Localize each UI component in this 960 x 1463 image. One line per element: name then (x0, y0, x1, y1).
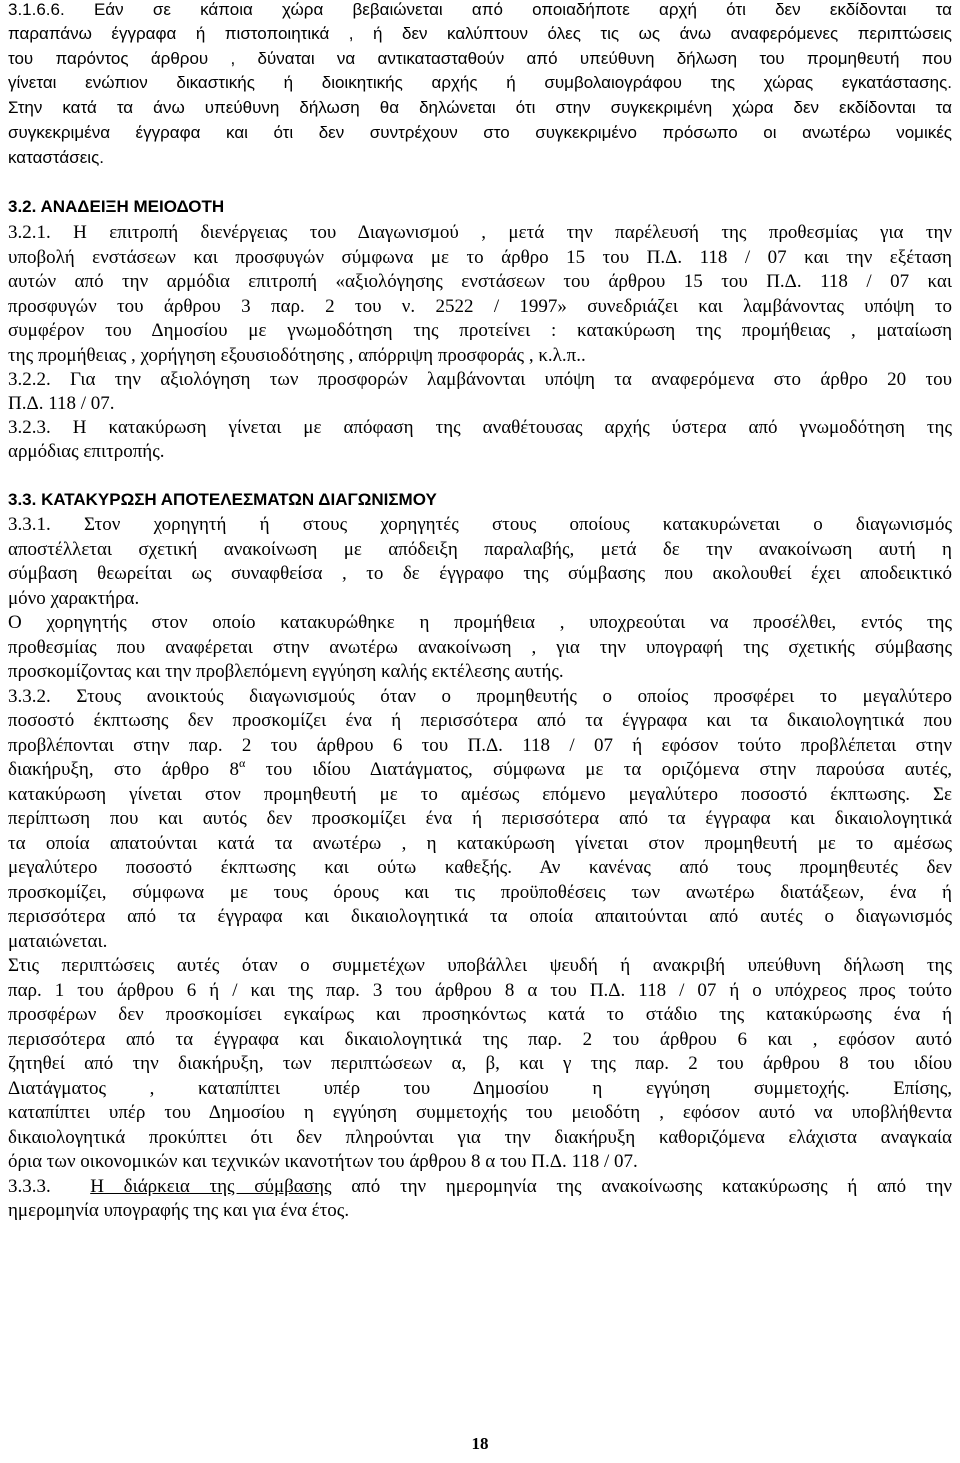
text-line: μόνο χαρακτήρα. (8, 588, 140, 609)
text-line: συγκεκριμένα έγγραφα και ότι δεν συντρέχουν στο συγκεκριμένο πρόσωπο οι ανωτέρω νομικές (8, 123, 952, 142)
section-heading: 3.2. ΑΝΑΔΕΙΞΗ ΜΕΙΟΔΟΤΗ (8, 197, 225, 216)
underlined-term: Η διάρκεια της σύμβασης (90, 1176, 332, 1197)
text-line: αυτών από την αρμόδια επιτροπή «αξιολόγησης ενστάσεων του άρθρου 15 του Π.Δ. 118 / 07 και (8, 271, 952, 292)
text-line: προσφυγών του άρθρου 3 παρ. 2 του ν. 2522 / 1997» συνεδριάζει και λαμβάνοντας υπόψη το (8, 296, 952, 317)
text-line: παρ. 1 του άρθρου 6 ή / και της παρ. 3 του άρθρου 8 α του Π.Δ. 118 / 07 ή ο υπόχρεος προς τούτο (8, 980, 952, 1001)
text-line: προσκομίζοντας και την προβλεπόμενη εγγύηση καλής εκτέλεσης αυτής. (8, 661, 564, 682)
text-line: περίπτωση που και αυτός δεν προσκομίζει ένα ή περισσότερα από τα έγγραφα και δικαιολογητικά (8, 808, 952, 829)
text-line: κατακύρωση γίνεται στον προμηθευτή με το αμέσως επόμενο μεγαλύτερο ποσοστό έκπτωσης. Σε (8, 784, 952, 805)
text-line: Ο χορηγητής στον οποίο κατακυρώθηκε η προμήθεια , υποχρεούται να προσέλθει, εντός της (8, 612, 952, 633)
text-line (8, 759, 952, 781)
text-line: 3.2.1. Η επιτροπή διενέργειας του Διαγωνισμού , μετά την παρέλευσή της προθεσμίας για την (8, 222, 952, 243)
text-line: Διατάγματος , καταπίπτει υπέρ του Δημοσίου η εγγύηση συμμετοχής. Επίσης, (8, 1078, 952, 1099)
text-segment: του ιδίου Διατάγματος, σύμφωνα με τα οριζόμενα στην παρούσα αυτές, (245, 759, 952, 780)
text-line: όρια των οικονομικών και τεχνικών ικανοτήτων του άρθρου 8 α του Π.Δ. 118 / 07. (8, 1151, 638, 1172)
text-line: μεγαλύτερο ποσοστό έκπτωσης και ούτω καθεξής. Αν κανένας από τους προμηθευτές δεν (8, 857, 952, 878)
text-line: 3.3.2. Στους ανοικτούς διαγωνισμούς όταν ο προμηθευτής ο οποίος προσφέρει το μεγαλύτερο (8, 686, 952, 707)
text-line: ημερομηνία υπογραφής της και για ένα έτος. (8, 1200, 350, 1221)
text-line: δικαιολογητικά προκύπτει ότι δεν πληρούνται για την διακήρυξη καθοριζόμενα ελάχιστα αναγκαία (8, 1127, 952, 1148)
page-number: 18 (471, 1434, 489, 1453)
text-line: προβλέπονται στην παρ. 2 του άρθρου 6 του Π.Δ. 118 / 07 ή εφόσον τούτο προβλέπεται στην (8, 735, 952, 756)
text-line: ματαιώνεται. (8, 931, 108, 952)
text-segment: από την ημερομηνία της ανακοίνωσης κατακύρωσης ή από την (331, 1176, 952, 1197)
text-line: προθεσμίας που αναφέρεται στην ανωτέρω ανακοίνωση , για την υπογραφή της σχετικής σύμβασης (8, 637, 952, 658)
text-line: ποσοστό έκπτωσης δεν προσκομίζει ένα ή περισσότερα από τα έγγραφα και τα δικαιολογητικά που (8, 710, 952, 731)
text-line: Στην κατά τα άνω υπεύθυνη δήλωση θα δηλώνεται ότι στην συγκεκριμένη χώρα δεν εκδίδονται τα (8, 98, 952, 117)
text-segment: διακήρυξη, στο άρθρο 8 (8, 759, 239, 780)
text-line: περισσότερα από τα έγγραφα και δικαιολογητικά της παρ. 2 του άρθρου 6 και , εφόσον αυτό (8, 1029, 952, 1050)
text-line: προσφέρων δεν προσκομίσει εγκαίρως και προσηκόντως κατά το στάδιο της κατακύρωσης ένα ή (8, 1004, 952, 1025)
text-line: 3.3.1. Στον χορηγητή ή στους χορηγητές στους οποίους κατακυρώνεται ο διαγωνισμός (8, 514, 952, 535)
text-line: περισσότερα από τα έγγραφα και δικαιολογητικά τα οποία απαιτούνται από αυτές ο διαγωνισμός (8, 906, 952, 927)
text-segment: 3.3.3. (8, 1176, 51, 1197)
text-line: συμφέρον του Δημοσίου με γνωμοδότηση της προτείνει : κατακύρωση της προμήθειας , ματαίωση (8, 320, 952, 341)
text-line: καταπίπτει υπέρ του Δημοσίου η εγγύηση συμμετοχής του μειοδότη , εφόσον αυτό να υποβλήθεντα (8, 1102, 952, 1123)
section-heading: 3.3. ΚΑΤΑΚΥΡΩΣΗ ΑΠΟΤΕΛΕΣΜΑΤΩΝ ΔΙΑΓΩΝΙΣΜΟΥ (8, 490, 437, 509)
text-line (8, 1176, 952, 1198)
text-line: καταστάσεις. (8, 148, 104, 167)
text-line: 3.2.2. Για την αξιολόγηση των προσφορών λαμβάνονται υπόψη τα αναφερόμενα στο άρθρο 20 του (8, 369, 952, 390)
text-line: γίνεται ενώπιον δικαστικής ή διοικητικής αρχής ή συμβολαιογράφου της χώρας εγκατάστασης. (8, 73, 952, 92)
superscript: α (239, 759, 246, 770)
text-line: υποβολή ενστάσεων και προσφυγών σύμφωνα με το άρθρο 15 του Π.Δ. 118 / 07 και την εξέταση (8, 247, 952, 268)
text-line: αποστέλλεται σχετική ανακοίνωση με απόδειξη παραλαβής, μετά δε την ανακοίνωση αυτή η (8, 539, 952, 560)
text-line: της προμήθειας , χορήγηση εξουσιοδότησης , απόρριψη προσφοράς , κ.λ.π.. (8, 345, 586, 366)
text-line: Στις περιπτώσεις αυτές όταν ο συμμετέχων υποβάλλει ψευδή ή ανακριβή υπεύθυνη δήλωση της (8, 955, 952, 976)
text-line: σύμβαση θεωρείται ως συναφθείσα , το δε έγγραφο της σύμβασης που ακολουθεί έχει αποδεικτικό (8, 563, 952, 584)
text-line: παραπάνω έγγραφα ή πιστοποιητικά , ή δεν καλύπτουν όλες τις ως άνω αναφερόμενες περιπτώσεις (8, 24, 952, 43)
text-line: προσκομίζει, σύμφωνα με τους όρους και τις προϋποθέσεις των ανωτέρω διατάξεων, ένα ή (8, 882, 952, 903)
text-line: ζητηθεί από την διακήρυξη, των περιπτώσεων α, β, και γ της παρ. 2 του άρθρου 8 του ιδίου (8, 1053, 952, 1074)
text-line: Π.Δ. 118 / 07. (8, 393, 115, 414)
text-line: 3.2.3. Η κατακύρωση γίνεται με απόφαση της αναθέτουσας αρχής ύστερα από γνωμοδότηση της (8, 417, 952, 438)
text-line: 3.1.6.6. Εάν σε κάποια χώρα βεβαιώνεται από οποιαδήποτε αρχή ότι δεν εκδίδονται τα (8, 0, 952, 19)
text-line: του παρόντος άρθρου , δύναται να αντικατασταθούν από υπεύθυνη δήλωση του προμηθευτή που (8, 49, 952, 68)
text-line: τα οποία απατούνται κατά τα ανωτέρω , η κατακύρωση γίνεται στον προμηθευτή με το αμέσως (8, 833, 952, 854)
text-line: αρμόδιας επιτροπής. (8, 441, 165, 462)
